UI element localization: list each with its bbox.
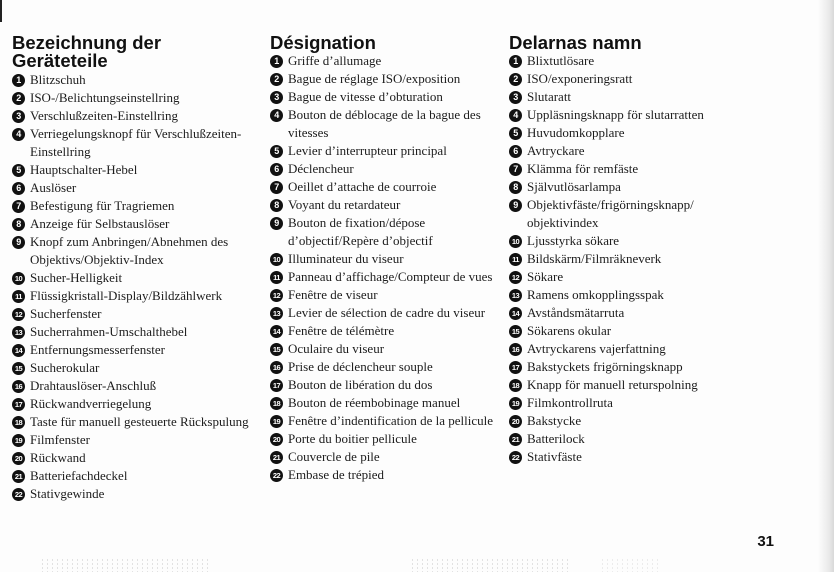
part-item	[12, 215, 257, 233]
number-badge-icon: 4	[270, 109, 283, 122]
part-label: Hauptschalter-Hebel	[30, 162, 138, 177]
part-item	[270, 394, 500, 412]
column-german	[12, 34, 257, 503]
part-label: Taste für manuell gesteuerte Rückspulung	[30, 414, 249, 429]
part-item	[12, 395, 257, 413]
number-badge-icon: 2	[509, 73, 522, 86]
number-badge-icon: 19	[270, 415, 283, 428]
part-label: ISO/exponeringsratt	[527, 71, 633, 86]
part-item	[270, 304, 500, 322]
number-badge-icon: 20	[509, 415, 522, 428]
number-badge-icon: 9	[12, 236, 25, 249]
number-badge-icon: 4	[509, 109, 522, 122]
part-item	[509, 52, 744, 70]
part-label: Fenêtre de viseur	[288, 287, 378, 302]
number-badge-icon: 1	[509, 55, 522, 68]
part-item	[270, 142, 500, 160]
part-item	[509, 448, 744, 466]
part-item	[509, 358, 744, 376]
part-label: Bouton de réembobinage manuel	[288, 395, 461, 410]
number-badge-icon: 15	[509, 325, 522, 338]
number-badge-icon: 13	[12, 326, 25, 339]
number-badge-icon: 20	[12, 452, 25, 465]
number-badge-icon: 18	[270, 397, 283, 410]
part-label: Sucher-Helligkeit	[30, 270, 123, 285]
part-item	[270, 214, 500, 250]
number-badge-icon: 13	[270, 307, 283, 320]
part-item	[509, 250, 744, 268]
part-label: Sucherfenster	[30, 306, 102, 321]
part-item	[509, 106, 744, 124]
part-label: Huvudomkopplare	[527, 125, 625, 140]
number-badge-icon: 18	[12, 416, 25, 429]
part-label: Blitzschuh	[30, 72, 86, 87]
part-label: Stativfäste	[527, 449, 582, 464]
number-badge-icon: 21	[509, 433, 522, 446]
number-badge-icon: 1	[12, 74, 25, 87]
part-item	[509, 70, 744, 88]
part-item	[509, 178, 744, 196]
scan-noise	[600, 558, 660, 572]
number-badge-icon: 7	[270, 181, 283, 194]
part-item	[12, 71, 257, 89]
number-badge-icon: 11	[509, 253, 522, 266]
part-label: Befestigung für Tragriemen	[30, 198, 175, 213]
number-badge-icon: 9	[270, 217, 283, 230]
part-label: Sökarens okular	[527, 323, 612, 338]
part-item	[12, 161, 257, 179]
part-item	[509, 232, 744, 250]
part-label: Déclencheur	[288, 161, 354, 176]
number-badge-icon: 14	[509, 307, 522, 320]
number-badge-icon: 6	[270, 163, 283, 176]
number-badge-icon: 10	[12, 272, 25, 285]
number-badge-icon: 12	[270, 289, 283, 302]
part-label: Entfernungsmesserfenster	[30, 342, 166, 357]
number-badge-icon: 8	[509, 181, 522, 194]
part-label: Avståndsmätarruta	[527, 305, 625, 320]
number-badge-icon: 22	[12, 488, 25, 501]
part-item	[270, 448, 500, 466]
number-badge-icon: 4	[12, 128, 25, 141]
heading-german-line2: Geräteteile	[12, 50, 108, 71]
part-item	[270, 358, 500, 376]
part-item	[12, 413, 257, 431]
part-label: Bouton de déblocage de la bague des vitesses	[288, 107, 481, 140]
part-item	[12, 341, 257, 359]
part-item	[12, 197, 257, 215]
part-label: Filmfenster	[30, 432, 90, 447]
part-item	[509, 412, 744, 430]
part-item	[12, 89, 257, 107]
heading-german	[12, 34, 257, 70]
part-label: Avtryckare	[527, 143, 585, 158]
part-item	[12, 179, 257, 197]
heading-swedish: Delarnas namn	[509, 32, 642, 53]
part-label: Ljusstyrka sökare	[527, 233, 620, 248]
number-badge-icon: 22	[509, 451, 522, 464]
part-item	[509, 196, 744, 232]
part-item	[270, 106, 500, 142]
part-label: Bildskärm/Filmräkneverk	[527, 251, 662, 266]
number-badge-icon: 16	[509, 343, 522, 356]
part-item	[270, 322, 500, 340]
part-label: Rückwand	[30, 450, 86, 465]
part-label: Oculaire du viseur	[288, 341, 385, 356]
part-item	[509, 322, 744, 340]
scan-noise	[410, 558, 570, 572]
part-item	[12, 449, 257, 467]
part-item	[270, 376, 500, 394]
part-label: Bouton de fixation/dépose d’objectif/Repère d’objectif	[288, 215, 433, 248]
page-gutter-shadow	[818, 0, 834, 572]
number-badge-icon: 14	[12, 344, 25, 357]
part-item	[509, 376, 744, 394]
number-badge-icon: 14	[270, 325, 283, 338]
part-item	[12, 485, 257, 503]
number-badge-icon: 3	[270, 91, 283, 104]
part-label: Självutlösarlampa	[527, 179, 621, 194]
part-item	[270, 178, 500, 196]
part-item	[12, 377, 257, 395]
part-label: Verriegelungsknopf für Verschlußzeiten-Einstellring	[30, 126, 242, 159]
number-badge-icon: 6	[12, 182, 25, 195]
part-label: Stativgewinde	[30, 486, 105, 501]
number-badge-icon: 17	[270, 379, 283, 392]
part-item	[12, 125, 257, 161]
column-swedish	[509, 34, 744, 466]
part-label: Panneau d’affichage/Compteur de vues	[288, 269, 493, 284]
part-item	[509, 142, 744, 160]
number-badge-icon: 12	[509, 271, 522, 284]
part-label: Bakstycke	[527, 413, 582, 428]
part-item	[270, 340, 500, 358]
part-item	[270, 268, 500, 286]
number-badge-icon: 8	[270, 199, 283, 212]
number-badge-icon: 21	[12, 470, 25, 483]
part-label: Levier de sélection de cadre du viseur	[288, 305, 486, 320]
number-badge-icon: 15	[12, 362, 25, 375]
part-label: Verschlußzeiten-Einstellring	[30, 108, 179, 123]
number-badge-icon: 19	[509, 397, 522, 410]
number-badge-icon: 2	[270, 73, 283, 86]
part-item	[12, 107, 257, 125]
part-label: Illuminateur du viseur	[288, 251, 404, 266]
part-label: Voyant du retardateur	[288, 197, 401, 212]
part-label: Griffe d’allumage	[288, 53, 382, 68]
number-badge-icon: 21	[270, 451, 283, 464]
part-label: Oeillet d’attache de courroie	[288, 179, 437, 194]
part-item	[509, 88, 744, 106]
part-label: Knopf zum Anbringen/Abnehmen des Objektivs/Objektiv-Index	[30, 234, 229, 267]
number-badge-icon: 3	[12, 110, 25, 123]
part-label: Batterilock	[527, 431, 585, 446]
part-label: Batteriefachdeckel	[30, 468, 128, 483]
part-item	[270, 430, 500, 448]
number-badge-icon: 5	[12, 164, 25, 177]
part-item	[509, 340, 744, 358]
part-label: Sökare	[527, 269, 564, 284]
part-item	[270, 88, 500, 106]
part-item	[270, 70, 500, 88]
part-label: Blixtutlösare	[527, 53, 595, 68]
number-badge-icon: 16	[270, 361, 283, 374]
part-item	[12, 287, 257, 305]
number-badge-icon: 17	[12, 398, 25, 411]
heading-german-line1: Bezeichnung der	[12, 32, 162, 53]
part-label: Bouton de libération du dos	[288, 377, 433, 392]
part-label: Auslöser	[30, 180, 77, 195]
parts-list-swedish	[509, 52, 744, 466]
part-item	[509, 286, 744, 304]
part-item	[270, 196, 500, 214]
number-badge-icon: 18	[509, 379, 522, 392]
parts-list-french	[270, 52, 500, 484]
part-item	[12, 431, 257, 449]
part-item	[509, 394, 744, 412]
part-label: Rückwandverriegelung	[30, 396, 152, 411]
part-item	[509, 124, 744, 142]
number-badge-icon: 5	[509, 127, 522, 140]
number-badge-icon: 22	[270, 469, 283, 482]
number-badge-icon: 17	[509, 361, 522, 374]
part-label: Avtryckarens vajerfattning	[527, 341, 666, 356]
number-badge-icon: 11	[270, 271, 283, 284]
part-item	[270, 52, 500, 70]
part-item	[12, 467, 257, 485]
part-item	[270, 466, 500, 484]
part-label: Knapp för manuell returspolning	[527, 377, 698, 392]
part-item	[270, 286, 500, 304]
part-label: Uppläsningsknapp för slutarratten	[527, 107, 704, 122]
number-badge-icon: 13	[509, 289, 522, 302]
scan-noise	[40, 558, 210, 572]
part-label: Flüssigkristall-Display/Bildzählwerk	[30, 288, 223, 303]
part-item	[270, 250, 500, 268]
part-label: Porte du boitier pellicule	[288, 431, 417, 446]
part-label: Drahtauslöser-Anschluß	[30, 378, 157, 393]
parts-list-german	[12, 71, 257, 503]
part-item	[12, 269, 257, 287]
number-badge-icon: 3	[509, 91, 522, 104]
part-label: Bakstyckets frigörningsknapp	[527, 359, 683, 374]
number-badge-icon: 7	[12, 200, 25, 213]
part-item	[509, 268, 744, 286]
part-label: Objektivfäste/frigörningsknapp/ objektivindex	[527, 197, 694, 230]
number-badge-icon: 8	[12, 218, 25, 231]
part-label: Fenêtre d’indentification de la pellicule	[288, 413, 494, 428]
number-badge-icon: 7	[509, 163, 522, 176]
number-badge-icon: 15	[270, 343, 283, 356]
part-label: Bague de vitesse d’obturation	[288, 89, 443, 104]
number-badge-icon: 6	[509, 145, 522, 158]
part-item	[509, 304, 744, 322]
part-item	[12, 305, 257, 323]
number-badge-icon: 20	[270, 433, 283, 446]
part-label: Ramens omkopplingsspak	[527, 287, 664, 302]
number-badge-icon: 11	[12, 290, 25, 303]
part-label: Sucherrahmen-Umschalthebel	[30, 324, 188, 339]
part-item	[12, 359, 257, 377]
part-item	[270, 412, 500, 430]
part-label: Bague de réglage ISO/exposition	[288, 71, 461, 86]
number-badge-icon: 9	[509, 199, 522, 212]
part-label: Klämma för remfäste	[527, 161, 639, 176]
number-badge-icon: 5	[270, 145, 283, 158]
part-label: Sucherokular	[30, 360, 100, 375]
part-label: Couvercle de pile	[288, 449, 380, 464]
page-number: 31	[757, 533, 774, 550]
part-item	[12, 233, 257, 269]
page-edge-mark	[0, 0, 2, 22]
number-badge-icon: 12	[12, 308, 25, 321]
number-badge-icon: 16	[12, 380, 25, 393]
part-label: Slutaratt	[527, 89, 572, 104]
column-french	[270, 34, 500, 484]
heading-french: Désignation	[270, 32, 376, 53]
number-badge-icon: 19	[12, 434, 25, 447]
part-label: Levier d’interrupteur principal	[288, 143, 447, 158]
number-badge-icon: 1	[270, 55, 283, 68]
part-label: Fenêtre de télémètre	[288, 323, 395, 338]
number-badge-icon: 10	[270, 253, 283, 266]
part-label: ISO-/Belichtungseinstellring	[30, 90, 180, 105]
part-item	[12, 323, 257, 341]
part-item	[509, 430, 744, 448]
part-label: Prise de déclencheur souple	[288, 359, 433, 374]
part-item	[270, 160, 500, 178]
part-label: Embase de trépied	[288, 467, 385, 482]
number-badge-icon: 2	[12, 92, 25, 105]
part-label: Filmkontrollruta	[527, 395, 613, 410]
part-label: Anzeige für Selbstauslöser	[30, 216, 170, 231]
number-badge-icon: 10	[509, 235, 522, 248]
part-item	[509, 160, 744, 178]
